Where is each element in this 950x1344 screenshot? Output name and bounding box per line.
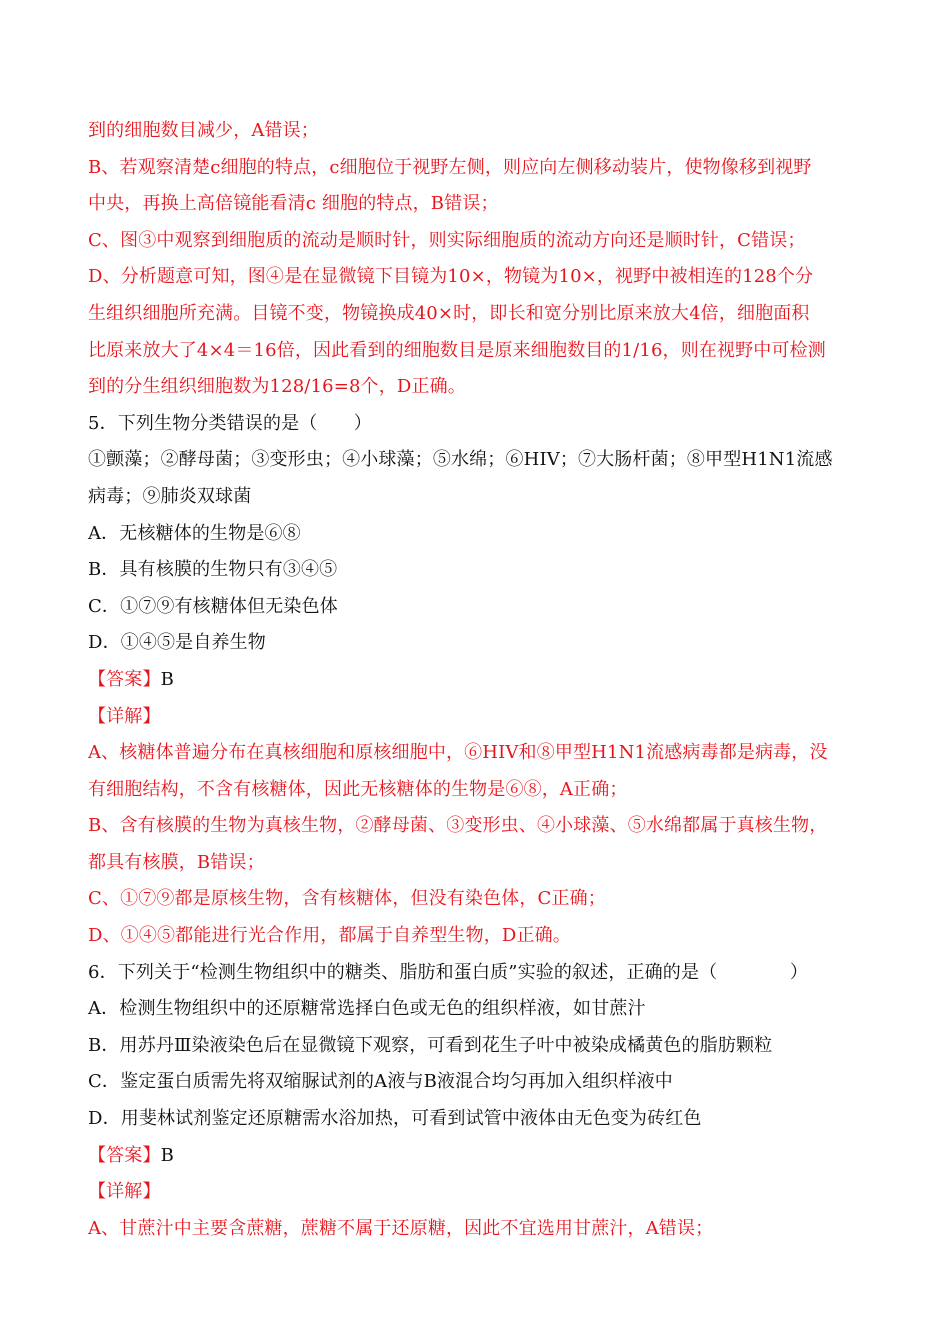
- explanation-line: 比原来放大了4×4＝16倍，因此看到的细胞数目是原来细胞数目的1/16，则在视野中可检测: [88, 339, 826, 361]
- answer-line: [88, 1138, 868, 1175]
- explanation-line: C、图③中观察到细胞质的流动是顺时针，则实际细胞质的流动方向还是顺时针，C错误；: [88, 229, 806, 251]
- option-a: A．检测生物组织中的还原糖常选择白色或无色的组织样液，如甘蔗汁: [88, 998, 646, 1020]
- question-stem: 5．下列生物分类错误的是（ ）: [88, 412, 372, 434]
- explanation-line: 中央，再换上高倍镜能看清c 细胞的特点，B错误；: [88, 193, 499, 215]
- explanation-line: B、若观察清楚c细胞的特点，c细胞位于视野左侧，则应向左侧移动装片，使物像移到视野: [88, 156, 812, 178]
- answer-label: 【答案】: [88, 1144, 161, 1166]
- prev-explanation: [88, 113, 868, 406]
- option-a: A．无核糖体的生物是⑥⑧: [88, 522, 301, 544]
- question-items: ①颤藻；②酵母菌；③变形虫；④小球藻；⑤水绵；⑥HIV；⑦大肠杆菌；⑧甲型H1N1流感: [88, 449, 833, 471]
- answer-value: B: [160, 668, 174, 690]
- explanation-line: 生组织细胞所充满。目镜不变，物镜换成40×时，即长和宽分别比原来放大4倍，细胞面积: [88, 302, 810, 324]
- explanation-line: 都具有核膜，B错误；: [88, 851, 265, 873]
- answer-line: [88, 662, 868, 699]
- question-stem: 6．下列关于“检测生物组织中的糖类、脂肪和蛋白质”实验的叙述，正确的是（ ）: [88, 961, 809, 983]
- option-c: C．①⑦⑨有核糖体但无染色体: [88, 595, 338, 617]
- document-page: [88, 113, 868, 1247]
- detail-label: 【详解】: [88, 705, 161, 727]
- option-d: D．①④⑤是自养生物: [88, 632, 266, 654]
- explanation-line: 有细胞结构，不含有核糖体，因此无核糖体的生物是⑥⑧，A正确；: [88, 778, 628, 800]
- explanation-line: A、甘蔗汁中主要含蔗糖，蔗糖不属于还原糖，因此不宜选用甘蔗汁，A错误；: [88, 1217, 714, 1239]
- option-d: D．用斐林试剂鉴定还原糖需水浴加热，可看到试管中液体由无色变为砖红色: [88, 1108, 702, 1130]
- explanation-line: D、分析题意可知，图④是在显微镜下目镜为10×，物镜为10×，视野中被相连的128个分: [88, 266, 814, 288]
- question-6: [88, 955, 868, 1248]
- detail-label: 【详解】: [88, 1181, 161, 1203]
- explanation-line: 到的细胞数目减少，A错误；: [88, 120, 319, 141]
- option-b: B．用苏丹Ⅲ染液染色后在显微镜下观察，可看到花生子叶中被染成橘黄色的脂肪颗粒: [88, 1034, 773, 1056]
- question-items: 病毒；⑨肺炎双球菌: [88, 485, 252, 507]
- option-b: B．具有核膜的生物只有③④⑤: [88, 559, 338, 581]
- question-5: [88, 406, 868, 955]
- explanation-line: A、核糖体普遍分布在真核细胞和原核细胞中，⑥HIV和⑧甲型H1N1流感病毒都是病毒，没: [88, 742, 828, 764]
- explanation-line: C、①⑦⑨都是原核生物，含有核糖体，但没有染色体，C正确；: [88, 888, 606, 910]
- answer-label: 【答案】: [88, 668, 161, 690]
- explanation-line: B、含有核膜的生物为真核生物，②酵母菌、③变形虫、④小球藻、⑤水绵都属于真核生物，: [88, 815, 828, 837]
- explanation-line: 到的分生组织细胞数为128/16=8个，D正确。: [88, 376, 466, 398]
- explanation-line: D、①④⑤都能进行光合作用，都属于自养型生物，D正确。: [88, 925, 571, 947]
- option-c: C．鉴定蛋白质需先将双缩脲试剂的A液与B液混合均匀再加入组织样液中: [88, 1071, 673, 1093]
- answer-value: B: [160, 1144, 174, 1166]
